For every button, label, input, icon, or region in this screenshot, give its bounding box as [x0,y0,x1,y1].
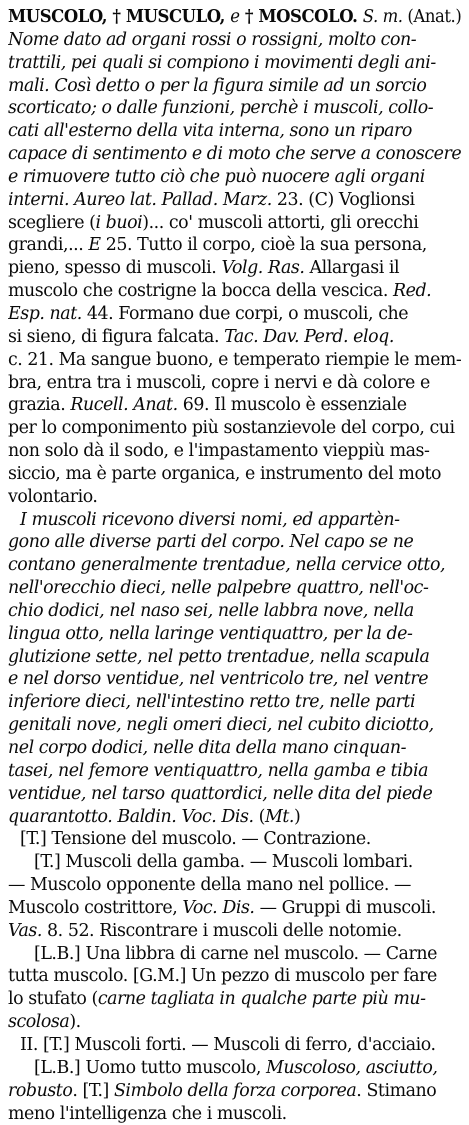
text-line [8,646,461,669]
text-line [8,668,461,691]
text-line [8,691,461,714]
text-line [8,349,461,372]
italic-text: interni. Aureo lat. Pallad. Marz. [8,190,272,210]
text-line [8,303,461,326]
text-line [8,988,461,1011]
italic-text: glutizione sette, nel petto trentadue, nella scapula [8,647,429,667]
text-line [8,1057,461,1080]
text-segment: . Stimano [356,1081,436,1101]
text-segment: grandi,... [8,235,88,255]
text-segment: Muscolo costrittore, [8,898,182,918]
text-line [8,965,461,988]
headword: † MOSCOLO. [240,7,363,27]
italic-text: Nome dato ad organi rossi o rossigni, molto con- [8,30,416,50]
text-line [8,531,461,554]
italic-text: quarantotto. Baldin. Voc. Dis. [8,807,254,827]
text-line [8,189,461,212]
text-segment: pieno, spesso di muscoli. [8,258,221,278]
text-segment: — Gruppi di muscoli. [255,898,436,918]
italic-text: Vas. [8,921,42,941]
italic-text: I muscoli ricevono diversi nomi, ed appartèn- [20,510,400,530]
text-segment: c. 21. Ma sangue buono, e temperato riempie le mem- [8,350,461,370]
text-segment: [L.B.] Una libbra di carne nel muscolo. — Carne [34,944,437,964]
text-line [8,75,461,98]
italic-text: genitali nove, negli omeri dieci, nel cubito diciotto, [8,715,434,735]
text-line [8,440,461,463]
text-line [8,143,461,166]
italic-text: Red. [393,281,431,301]
text-line [8,372,461,395]
text-segment: meno l'intelligenza che i muscoli. [8,1104,287,1124]
text-line [8,828,461,851]
italic-text: scolosa [8,1012,69,1032]
text-line [8,943,461,966]
text-segment: 8. 52. Riscontrare i muscoli delle notomie. [42,921,402,941]
text-line [8,783,461,806]
italic-text: i buoi [95,213,142,233]
text-segment: tutta muscolo. [G.M.] Un pezzo di muscolo per fare [8,966,437,986]
text-line [8,1034,461,1057]
text-segment: 23. (C) Voglionsi [272,190,415,210]
text-line [8,280,461,303]
text-segment: [T.] Tensione del muscolo. — Contrazione. [20,829,371,849]
text-line [8,234,461,257]
text-line [8,623,461,646]
italic-text: Simbolo della forza corporea [114,1081,356,1101]
text-segment: Allargasi il [304,258,399,278]
text-segment: 69. Il muscolo è essenziale [178,395,407,415]
text-segment: [L.B.] Uomo tutto muscolo, [34,1058,266,1078]
italic-text: Esp. nat. [8,304,82,324]
text-segment: 25. Tutto il corpo, cioè la sua persona, [101,235,427,255]
italic-text: S. m. [363,7,403,27]
text-segment: (Anat.) [403,7,461,27]
text-segment: [T.] Muscoli della gamba. — Muscoli lombari. [34,852,413,872]
headword: MUSCOLO, † MUSCULO, [8,7,230,27]
text-line [8,463,461,486]
text-segment: bra, entra tra i muscoli, copre i nervi e dà colore e [8,373,430,393]
italic-text: e rimuovere tutto ciò che può nuocere agli organi [8,167,425,187]
italic-text: carne tagliata in qualche parte più mu- [98,989,426,1009]
text-line [8,737,461,760]
italic-text: nel corpo dodici, nelle dita della mano cinquan- [8,738,406,758]
text-line [8,6,461,29]
text-line [8,326,461,349]
text-line [8,1080,461,1103]
text-segment: )... co' muscoli attorti, gli orecchi [142,213,418,233]
text-segment: ) [294,807,300,827]
text-line [8,760,461,783]
text-line [8,806,461,829]
text-segment: 44. Formano due corpi, o muscoli, che [82,304,408,324]
italic-text: mali. Così detto o per la figura simile ad un sorcio [8,76,426,96]
text-line [8,166,461,189]
text-line [8,120,461,143]
text-segment: ( [254,807,265,827]
italic-text: cati all'esterno della vita interna, sono un riparo [8,121,412,141]
text-line [8,52,461,75]
text-line [8,920,461,943]
italic-text: scorticato; o dalle funzioni, perchè i muscoli, collo- [8,98,433,118]
text-segment: ). [69,1012,80,1032]
text-line [8,851,461,874]
text-segment: grazia. [8,395,70,415]
italic-text: capace di sentimento e di moto che serve a conoscere [8,144,461,164]
text-line [8,577,461,600]
text-segment: si sieno, di figura falcata. [8,327,224,347]
italic-text: contano generalmente trentadue, nella cervice otto, [8,555,445,575]
italic-text: e nel dorso ventidue, nel ventricolo tre, nel ventre [8,669,428,689]
italic-text: nell'orecchio dieci, nelle palpebre quattro, nell'oc- [8,578,428,598]
text-line [8,257,461,280]
text-line [8,714,461,737]
text-line [8,897,461,920]
text-line [8,486,461,509]
text-line [8,554,461,577]
text-line [8,509,461,532]
text-line [8,600,461,623]
text-segment: . [T.] [72,1081,114,1101]
text-line [8,212,461,235]
text-segment: II. [T.] Muscoli forti. — Muscoli di ferro, d'acciaio. [20,1035,436,1055]
text-line [8,1011,461,1034]
text-line [8,29,461,52]
text-segment: muscolo che costrigne la bocca della vescica. [8,281,393,301]
italic-text: lingua otto, nella laringe ventiquattro, per la de- [8,624,412,644]
text-line [8,1103,461,1125]
text-segment: — Muscolo opponente della mano nel pollice. — [8,875,411,895]
text-line [8,417,461,440]
text-segment: per lo componimento più sostanzievole del corpo, cui [8,418,455,438]
italic-text: Rucell. Anat. [70,395,177,415]
text-line [8,874,461,897]
text-line [8,97,461,120]
text-line [8,394,461,417]
italic-text: e [230,7,239,27]
italic-text: Tac. Dav. Perd. eloq. [224,327,394,347]
text-segment: volontario. [8,487,98,507]
text-segment: scegliere ( [8,213,95,233]
italic-text: inferiore dieci, nell'intestino retto tre, nelle parti [8,692,415,712]
italic-text: E [88,235,100,255]
italic-text: Volg. Ras. [221,258,304,278]
italic-text: ventidue, nel tarso quattordici, nelle dita del piede [8,784,432,804]
italic-text: chio dodici, nel naso sei, nelle labbra nove, nella [8,601,414,621]
text-segment: siccio, ma è parte organica, e instrumento del moto [8,464,441,484]
italic-text: gono alle diverse parti del corpo. Nel capo se ne [8,532,413,552]
dictionary-entry-muscolo [8,6,461,1125]
text-segment: non solo dà il sodo, e l'impastamento vieppiù mas- [8,441,429,461]
italic-text: Mt. [265,807,294,827]
italic-text: robusto [8,1081,72,1101]
italic-text: Voc. Dis. [182,898,254,918]
text-segment: lo stufato ( [8,989,98,1009]
italic-text: Muscoloso, asciutto, [266,1058,437,1078]
italic-text: trattili, pei quali si compiono i movimenti degli ani- [8,53,436,73]
italic-text: tasei, nel femore ventiquattro, nella gamba e tibia [8,761,428,781]
